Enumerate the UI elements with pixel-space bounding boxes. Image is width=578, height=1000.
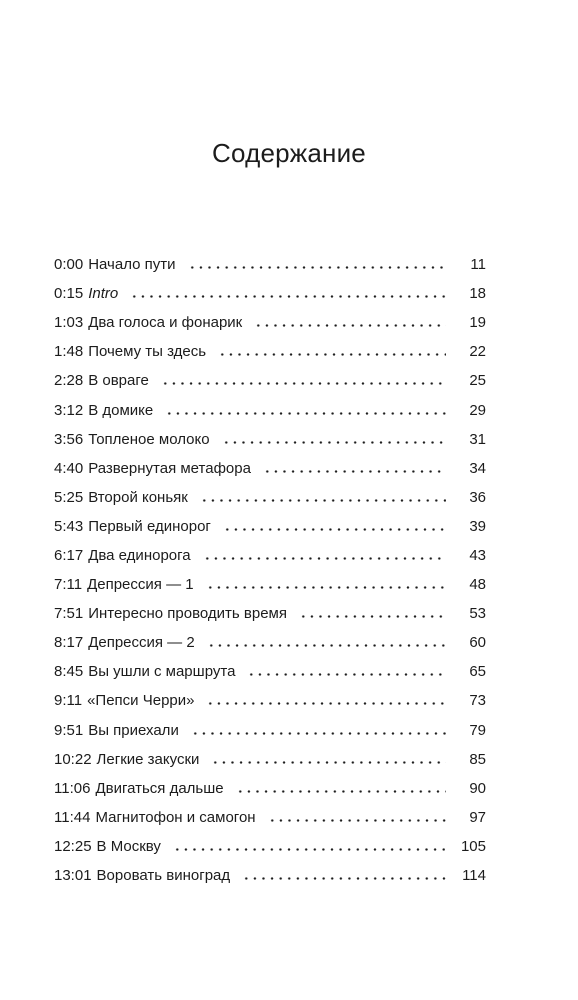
toc-entry-time: 9:11 [54, 692, 83, 710]
dot-leader [130, 295, 446, 298]
toc-entry[interactable] [54, 686, 486, 715]
dot-leader [263, 470, 446, 473]
dot-leader [211, 761, 446, 764]
toc-entry-title: «Пепси Черри» [87, 692, 195, 710]
dot-leader [218, 353, 446, 356]
dot-leader [299, 615, 446, 618]
toc-entry-time: 7:51 [54, 605, 84, 623]
toc-entry-page-number: 53 [469, 605, 486, 623]
toc-entry[interactable] [54, 308, 486, 337]
toc-entry-time: 10:22 [54, 750, 92, 768]
toc-entry[interactable] [54, 483, 486, 512]
toc-entry[interactable] [54, 599, 486, 628]
toc-entry-page-number: 39 [469, 517, 486, 535]
toc-entry-time: 4:40 [54, 459, 84, 477]
toc-entry-title: Двигаться дальше [95, 779, 224, 797]
dot-leader [191, 732, 446, 735]
toc-entry-title: Депрессия — 1 [87, 576, 194, 594]
dot-leader [268, 819, 446, 822]
toc-entry-title: Два единорога [88, 546, 191, 564]
toc-entry[interactable] [54, 570, 486, 599]
toc-entry[interactable] [54, 803, 486, 832]
toc-entry-page-number: 73 [469, 692, 486, 710]
toc-entry-title: Два голоса и фонарик [88, 314, 243, 332]
toc-entry-time: 12:25 [54, 837, 92, 855]
toc-entry-time: 2:28 [54, 372, 84, 390]
toc-entry-page-number: 11 [470, 256, 486, 274]
toc-entry-title: Развернутая метафора [88, 459, 251, 477]
page-title: Содержание [212, 138, 366, 168]
toc-entry-page-number: 48 [469, 576, 486, 594]
toc-entry-page-number: 31 [469, 430, 486, 448]
toc-entry-page-number: 60 [469, 634, 486, 652]
toc-entry-title: Топленое молоко [88, 430, 210, 448]
toc-entry[interactable] [54, 657, 486, 686]
toc-entry-page-number: 25 [469, 372, 486, 390]
toc-entry-time: 8:17 [54, 634, 84, 652]
toc-entry[interactable] [54, 366, 486, 395]
toc-entry-page-number: 65 [469, 663, 486, 681]
toc-entry-title: Воровать виноград [96, 867, 231, 885]
toc-entry[interactable] [54, 861, 486, 890]
toc-entry[interactable] [54, 250, 486, 279]
toc-entry-title: Intro [88, 285, 119, 303]
toc-entry-title: Первый единорог [88, 517, 211, 535]
toc-entry-title: В овраге [88, 372, 149, 390]
toc-entry[interactable] [54, 337, 486, 366]
dot-leader [200, 499, 446, 502]
dot-leader [242, 877, 446, 880]
toc-entry-title: В Москву [96, 837, 161, 855]
dot-leader [206, 702, 446, 705]
toc-entry-time: 6:17 [54, 546, 84, 564]
toc-entry-time: 8:45 [54, 663, 84, 681]
toc-entry-page-number: 29 [469, 401, 486, 419]
toc-entry[interactable] [54, 454, 486, 483]
toc-entry-title: Второй коньяк [88, 488, 188, 506]
dot-leader [203, 557, 446, 560]
toc-entry-page-number: 18 [469, 285, 486, 303]
dot-leader [223, 528, 446, 531]
dot-leader [236, 790, 446, 793]
dot-leader [173, 848, 445, 851]
toc-entry-time: 3:12 [54, 401, 84, 419]
toc-entry-page-number: 36 [469, 488, 486, 506]
toc-entry-page-number: 34 [469, 459, 486, 477]
table-of-contents [54, 250, 486, 890]
toc-entry-page-number: 22 [469, 343, 486, 361]
dot-leader [247, 673, 446, 676]
toc-entry-time: 5:25 [54, 488, 84, 506]
toc-entry-time: 11:06 [54, 779, 91, 797]
toc-entry-title: Интересно проводить время [88, 605, 287, 623]
toc-entry-page-number: 90 [469, 779, 486, 797]
toc-entry-time: 13:01 [54, 867, 92, 885]
toc-entry-time: 0:15 [54, 285, 84, 303]
dot-leader [254, 324, 446, 327]
toc-entry-time: 3:56 [54, 430, 84, 448]
dot-leader [207, 644, 446, 647]
toc-entry[interactable] [54, 832, 486, 861]
toc-entry[interactable] [54, 745, 486, 774]
toc-entry[interactable] [54, 395, 486, 424]
toc-entry-time: 5:43 [54, 517, 84, 535]
toc-entry[interactable] [54, 512, 486, 541]
dot-leader [222, 441, 446, 444]
toc-entry-page-number: 114 [462, 867, 486, 885]
toc-entry-page-number: 79 [469, 721, 486, 739]
toc-entry-page-number: 105 [460, 837, 486, 855]
toc-entry[interactable] [54, 628, 486, 657]
toc-entry-title: Начало пути [88, 256, 176, 274]
toc-entry-title: В домике [88, 401, 154, 419]
toc-entry-page-number: 97 [469, 808, 486, 826]
toc-entry-time: 1:48 [54, 343, 84, 361]
toc-entry[interactable] [54, 541, 486, 570]
toc-entry[interactable] [54, 774, 486, 803]
toc-entry-title: Магнитофон и самогон [95, 808, 256, 826]
toc-entry[interactable] [54, 716, 486, 745]
toc-entry-time: 1:03 [54, 314, 84, 332]
toc-entry-time: 11:44 [54, 808, 91, 826]
toc-entry-title: Почему ты здесь [88, 343, 207, 361]
toc-entry-title: Вы приехали [88, 721, 179, 739]
dot-leader [206, 586, 446, 589]
toc-entry-time: 9:51 [54, 721, 84, 739]
toc-entry-page-number: 85 [469, 750, 486, 768]
toc-entry-title: Депрессия — 2 [88, 634, 195, 652]
toc-entry-time: 7:11 [54, 576, 83, 594]
toc-entry-title: Легкие закуски [96, 750, 200, 768]
dot-leader [188, 266, 446, 269]
toc-entry-title: Вы ушли с маршрута [88, 663, 236, 681]
toc-entry-page-number: 43 [469, 546, 486, 564]
dot-leader [165, 412, 446, 415]
toc-entry-page-number: 19 [469, 314, 486, 332]
dot-leader [161, 382, 446, 385]
toc-entry-time: 0:00 [54, 256, 84, 274]
toc-entry[interactable] [54, 425, 486, 454]
toc-entry[interactable] [54, 279, 486, 308]
